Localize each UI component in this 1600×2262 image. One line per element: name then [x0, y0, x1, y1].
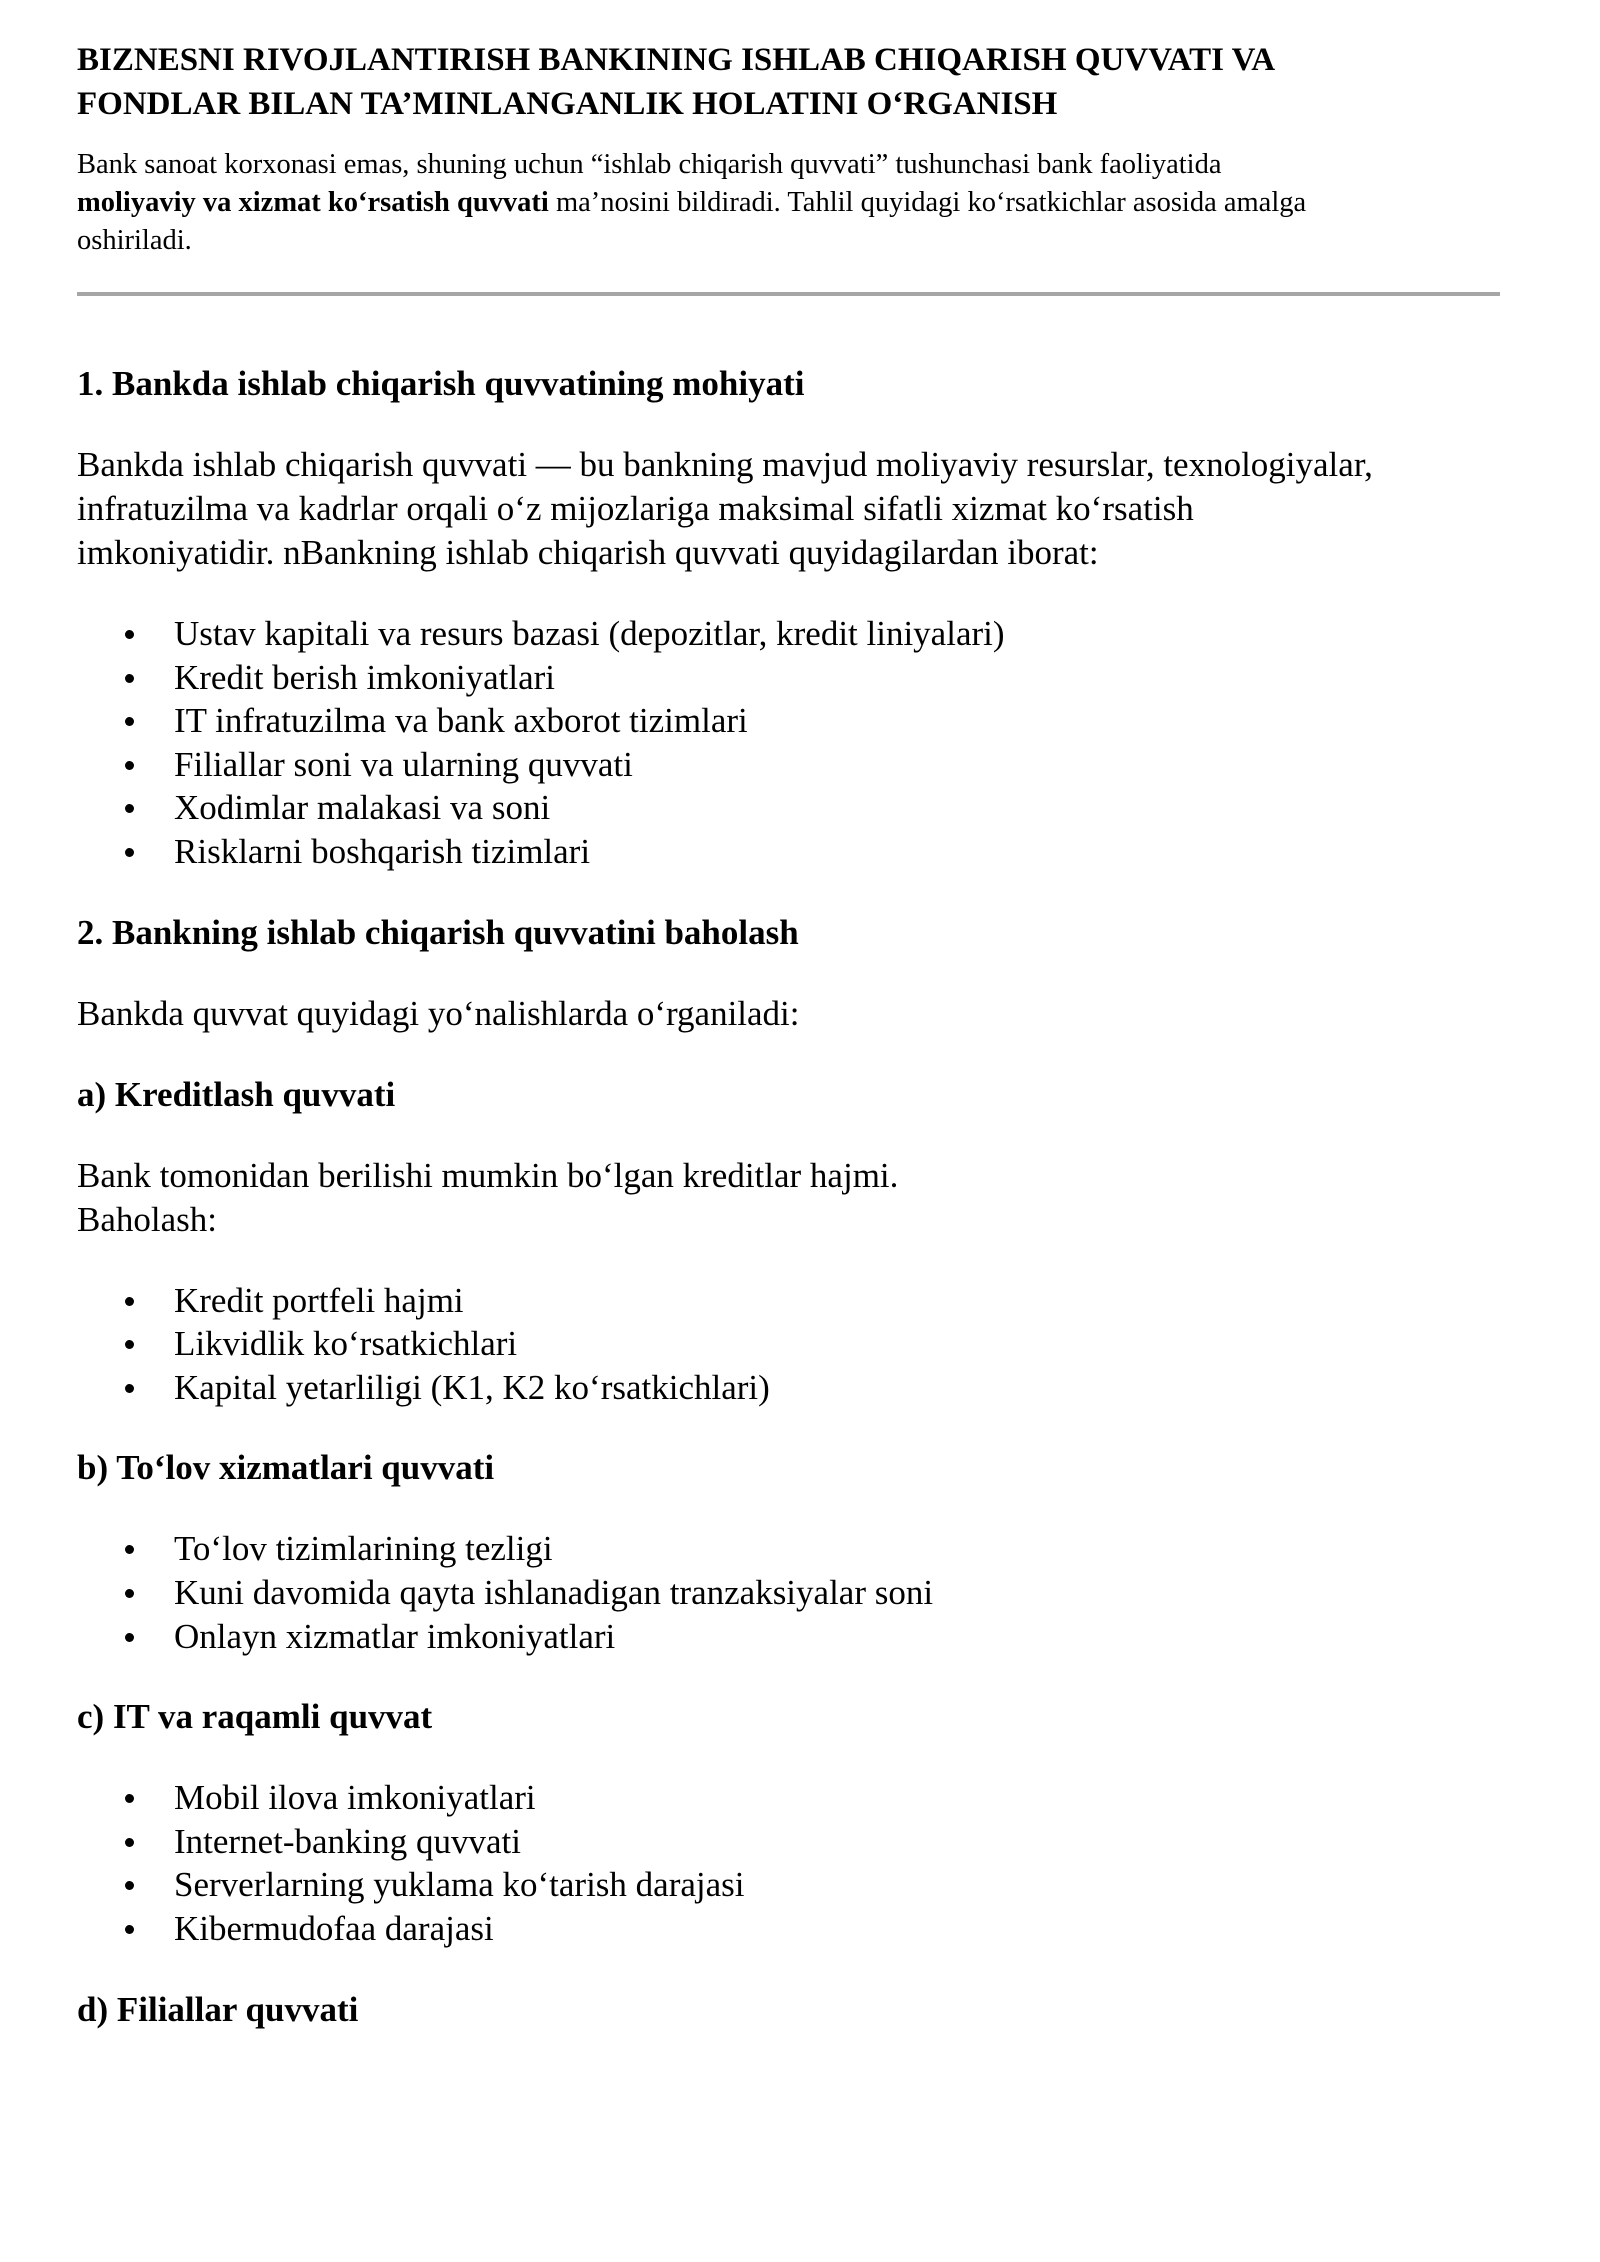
list-item-text: Onlayn xizmatlar imkoniyatlari — [174, 1616, 616, 1656]
list-item — [77, 743, 1497, 787]
document-page — [77, 38, 1497, 2032]
section-1-list — [77, 612, 1497, 874]
list-item-text: Ustav kapitali va resurs bazasi (depozitlar, kredit liniyalari) — [174, 614, 1005, 653]
list-item-text: Mobil ilova imkoniyatlari — [174, 1778, 536, 1818]
document-title — [77, 38, 1497, 126]
subsection-d-heading: d) Filiallar quvvati — [77, 1989, 359, 2029]
bullet-icon — [125, 1589, 134, 1598]
bullet-icon — [125, 1633, 134, 1642]
bullet-icon — [125, 1340, 134, 1349]
intro-bold-text: moliyaviy va xizmat ko‘rsatish quvvati — [77, 187, 549, 218]
list-item — [77, 1571, 1497, 1615]
list-item-text: IT infratuzilma va bank axborot tizimlari — [174, 701, 748, 741]
intro-text-1: Bank sanoat korxonasi emas, shuning uchun “ishlab chiqarish quvvati” tushunchasi bank faoliyatida — [77, 149, 1222, 180]
list-item-text: Xodimlar malakasi va soni — [174, 788, 551, 828]
list-item-text: Filiallar soni va ularning quvvati — [174, 744, 633, 784]
list-item-text: Kapital yetarliligi (K1, K2 ko‘rsatkichlari) — [174, 1367, 770, 1407]
section-1-paragraph-line-2: infratuzilma va kadrlar orqali o‘z mijozlariga maksimal sifatli xizmat ko‘rsatish — [77, 489, 1194, 528]
list-item — [77, 786, 1497, 830]
section-1-paragraph — [77, 443, 1497, 575]
list-item — [77, 1366, 1497, 1410]
section-2-heading: 2. Bankning ishlab chiqarish quvvatini baholash — [77, 912, 799, 952]
section-1-paragraph-line-3: imkoniyatidir. nBankning ishlab chiqarish quvvati quyidagilardan iborat: — [77, 533, 1099, 572]
list-item-text: Serverlarning yuklama ko‘tarish darajasi — [174, 1865, 745, 1905]
bullet-icon — [125, 848, 134, 857]
bullet-icon — [125, 630, 134, 639]
list-item — [77, 1279, 1497, 1323]
list-item — [77, 1776, 1497, 1820]
list-item-text: Kuni davomida qayta ishlanadigan tranzaksiyalar soni — [174, 1572, 934, 1612]
section-1-heading: 1. Bankda ishlab chiqarish quvvatining mohiyati — [77, 364, 805, 403]
list-item — [77, 1863, 1497, 1907]
bullet-icon — [125, 1925, 134, 1934]
bullet-icon — [125, 1794, 134, 1803]
list-item-text: Kredit berish imkoniyatlari — [174, 657, 556, 697]
bullet-icon — [125, 674, 134, 683]
list-item — [77, 1527, 1497, 1571]
list-item-text: To‘lov tizimlarining tezligi — [174, 1529, 553, 1569]
list-item — [77, 1907, 1497, 1951]
list-item — [77, 699, 1497, 743]
bullet-icon — [125, 1545, 134, 1554]
bullet-icon — [125, 1297, 134, 1306]
list-item-text: Kibermudofaa darajasi — [174, 1908, 494, 1948]
list-item — [77, 612, 1497, 656]
section-1-paragraph-line-1: Bankda ishlab chiqarish quvvati — bu bankning mavjud moliyaviy resurslar, texnologiyalar, — [77, 445, 1373, 484]
intro-paragraph — [77, 146, 1497, 260]
list-item — [77, 830, 1497, 874]
subsection-a-heading: a) Kreditlash quvvati — [77, 1074, 396, 1114]
list-item — [77, 1322, 1497, 1366]
subsection-b-list — [77, 1527, 1497, 1658]
list-item-text: Risklarni boshqarish tizimlari — [174, 831, 591, 871]
subsection-a-paragraph — [77, 1154, 1497, 1242]
list-item — [77, 1820, 1497, 1864]
subsection-a-list — [77, 1279, 1497, 1410]
list-item-text: Internet-banking quvvati — [174, 1821, 521, 1861]
bullet-icon — [125, 717, 134, 726]
intro-text-2: ma’nosini bildiradi. Tahlil quyidagi ko‘rsatkichlar asosida amalga — [548, 187, 1307, 218]
bullet-icon — [125, 1384, 134, 1393]
intro-text-3: oshiriladi. — [77, 225, 192, 256]
bullet-icon — [125, 804, 134, 813]
bullet-icon — [125, 1838, 134, 1847]
subsection-a-paragraph-line-1: Bank tomonidan berilishi mumkin bo‘lgan kreditlar hajmi. — [77, 1155, 899, 1195]
horizontal-divider — [77, 292, 1500, 296]
bullet-icon — [125, 1881, 134, 1890]
document-title-line-1: BIZNESNI RIVOJLANTIRISH BANKINING ISHLAB CHIQARISH QUVVATI VA — [77, 42, 1276, 78]
subsection-c-heading: c) IT va raqamli quvvat — [77, 1697, 433, 1737]
subsection-b-heading: b) To‘lov xizmatlari quvvati — [77, 1448, 495, 1488]
subsection-c-list — [77, 1776, 1497, 1950]
subsection-a-paragraph-line-2: Baholash: — [77, 1199, 217, 1239]
list-item — [77, 656, 1497, 700]
list-item-text: Likvidlik ko‘rsatkichlari — [174, 1324, 518, 1364]
list-item-text: Kredit portfeli hajmi — [174, 1280, 464, 1320]
bullet-icon — [125, 761, 134, 770]
document-title-line-2: FONDLAR BILAN TA’MINLANGANLIK HOLATINI O‘RGANISH — [77, 86, 1058, 122]
list-item — [77, 1615, 1497, 1659]
section-2-paragraph: Bankda quvvat quyidagi yo‘nalishlarda o‘rganiladi: — [77, 993, 800, 1033]
